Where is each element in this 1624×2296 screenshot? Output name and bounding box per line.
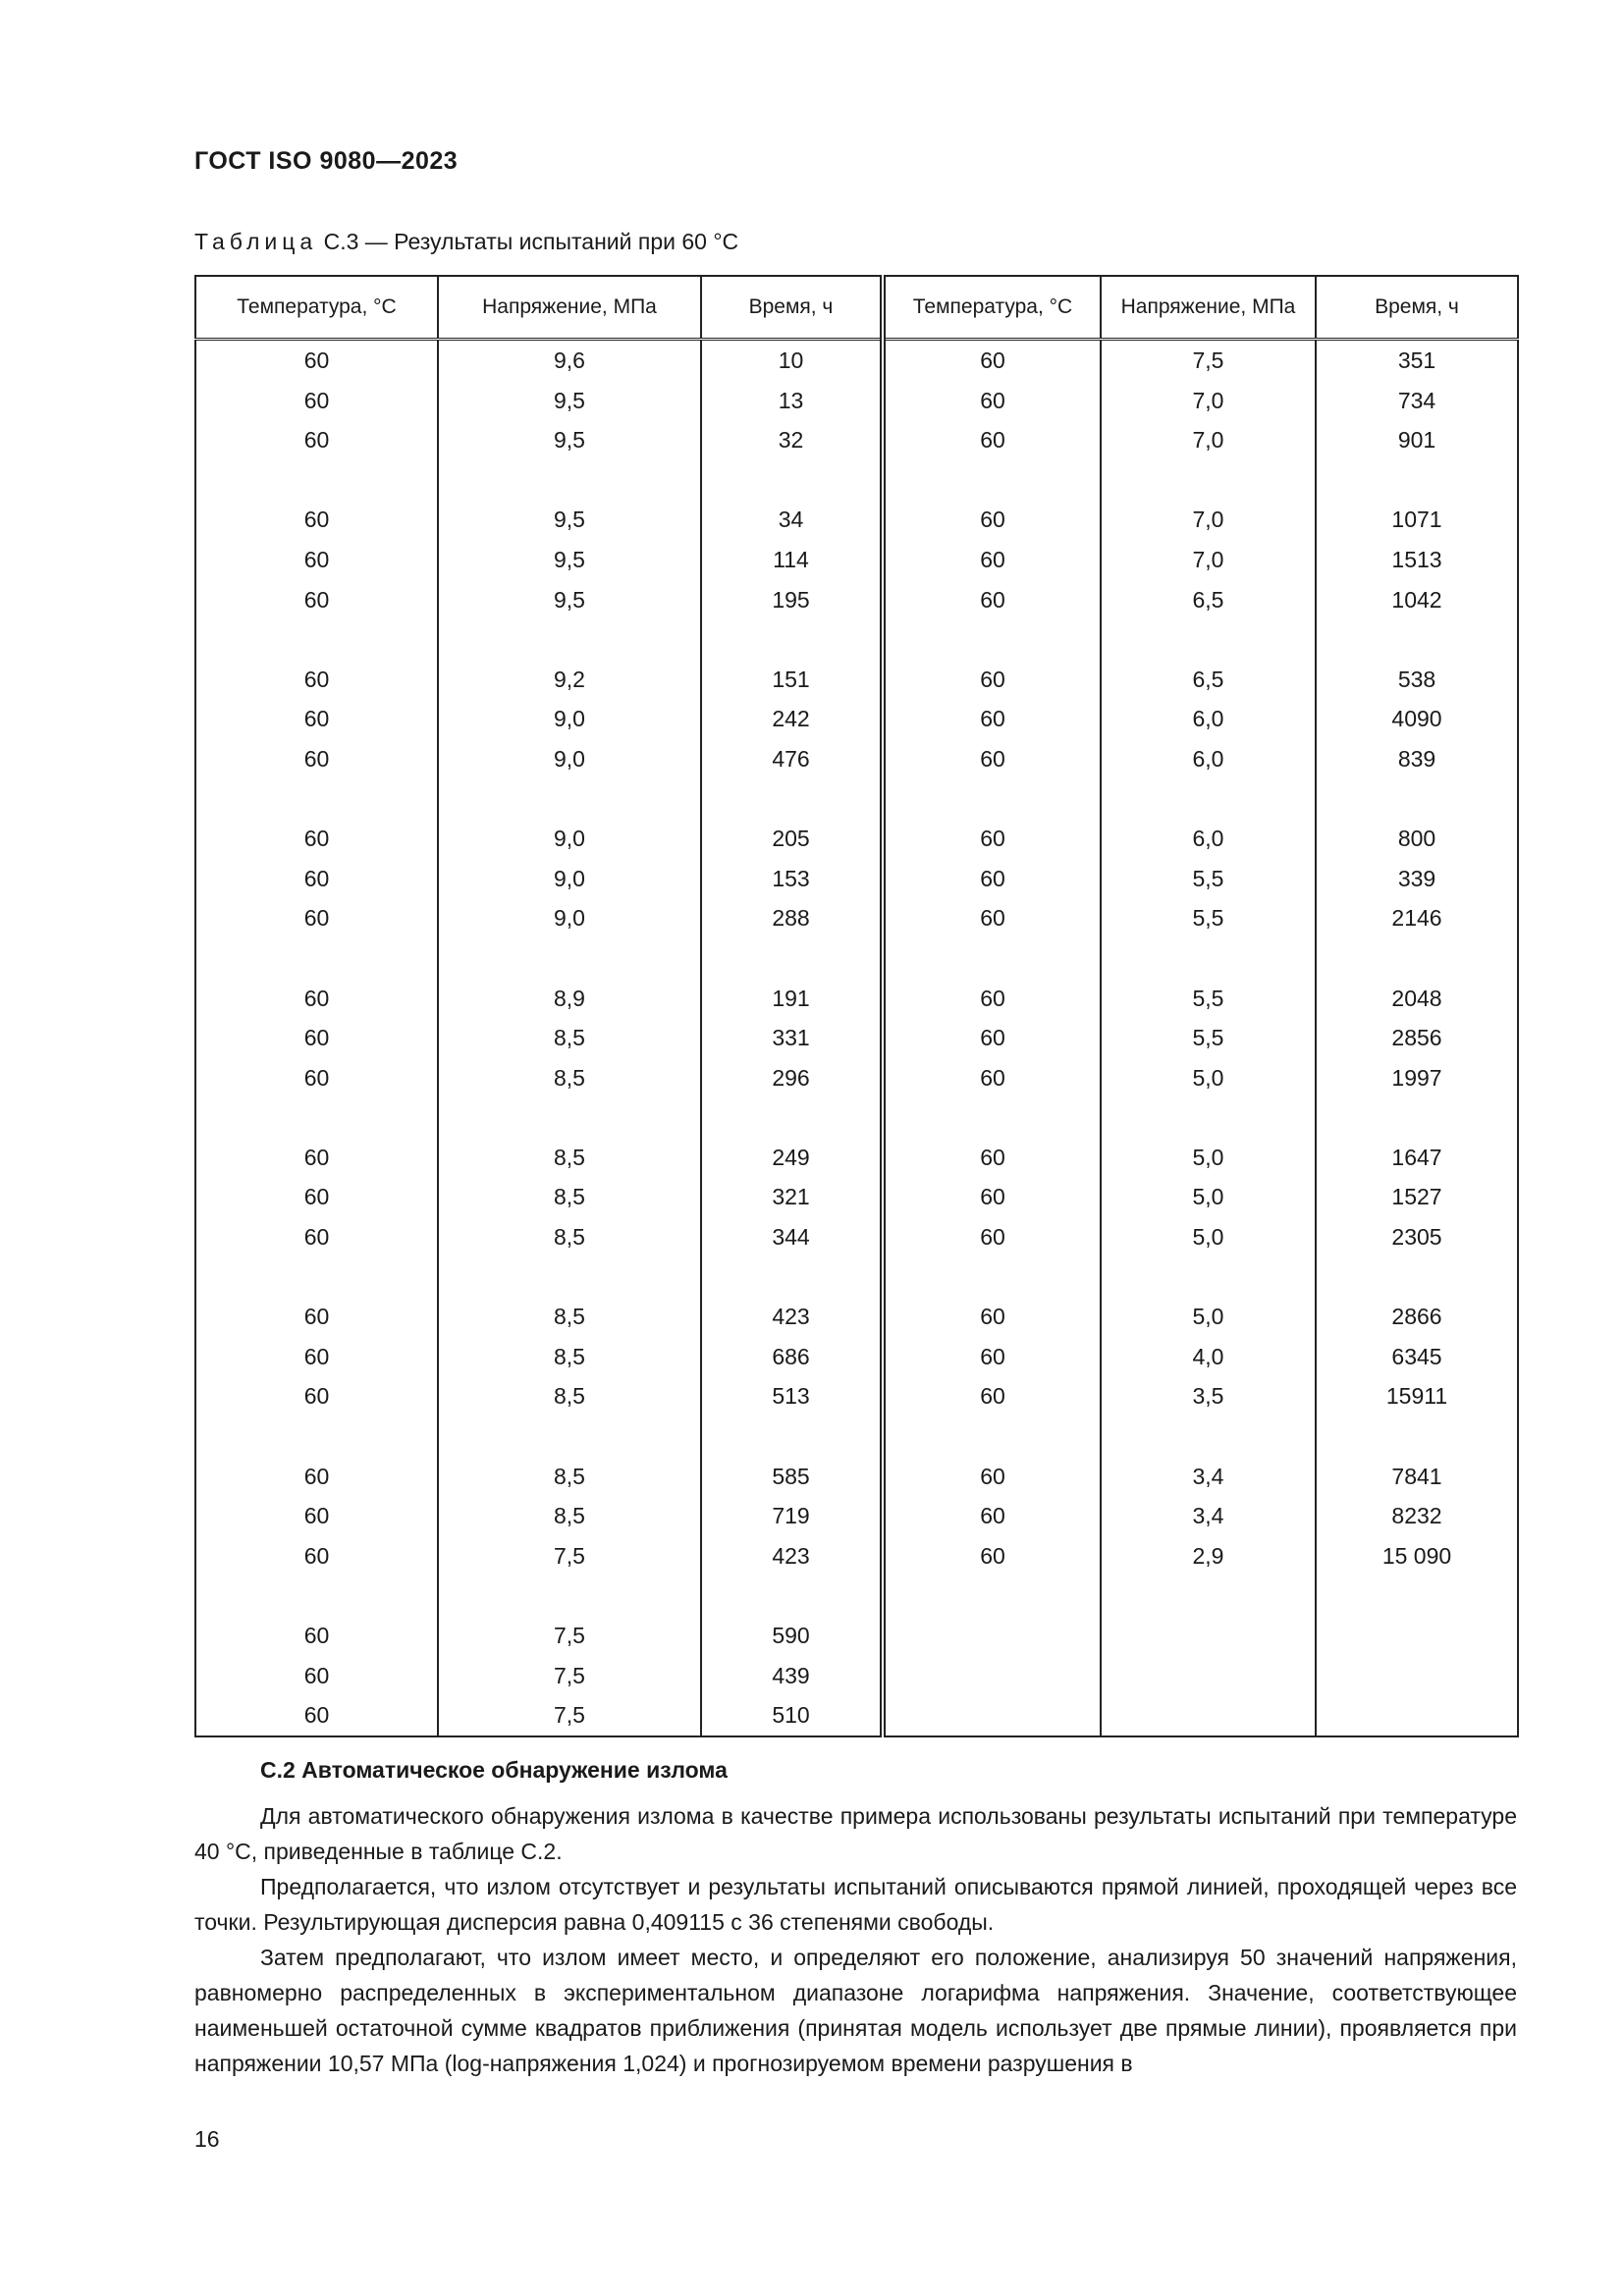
table-cell: 2856 xyxy=(1316,1018,1518,1058)
table-cell: 296 xyxy=(701,1058,883,1098)
table-cell: 4,0 xyxy=(1101,1337,1316,1377)
table-row xyxy=(195,660,1518,700)
table-cell: 5,5 xyxy=(1101,898,1316,938)
paragraph xyxy=(194,1940,1517,2081)
table-cell: 513 xyxy=(701,1376,883,1416)
table-row xyxy=(195,1177,1518,1217)
table-cell xyxy=(1316,619,1518,660)
table-cell: 60 xyxy=(883,381,1101,421)
table-cell: 1071 xyxy=(1316,500,1518,540)
table-cell xyxy=(1101,938,1316,979)
table-cell: 5,5 xyxy=(1101,979,1316,1019)
table-cell: 60 xyxy=(883,1297,1101,1337)
table-cell: 8,5 xyxy=(438,1217,701,1257)
table-cell: 7,0 xyxy=(1101,500,1316,540)
table-cell: 423 xyxy=(701,1536,883,1576)
table-cell: 8,9 xyxy=(438,979,701,1019)
table-cell xyxy=(701,1575,883,1616)
table-cell: 60 xyxy=(883,1376,1101,1416)
table-cell xyxy=(883,1097,1101,1138)
table-header-row xyxy=(195,276,1518,340)
table-cell: 60 xyxy=(883,1058,1101,1098)
paragraph-text: Предполагается, что излом отсутствует и результаты испытаний описываются прямой линией, проходящей через все точки. Результирующая дисперсия равна 0,409115 с 36 степенями свободы. xyxy=(194,1874,1517,1935)
table-cell: 60 xyxy=(883,1457,1101,1497)
table-cell xyxy=(1101,1257,1316,1298)
table-cell: 2866 xyxy=(1316,1297,1518,1337)
table-cell: 60 xyxy=(195,1376,438,1416)
table-cell xyxy=(883,1575,1101,1616)
table-cell: 8,5 xyxy=(438,1018,701,1058)
table-cell xyxy=(701,1257,883,1298)
column-header: Время, ч xyxy=(701,276,883,340)
table-cell xyxy=(1316,1575,1518,1616)
table-cell xyxy=(1101,460,1316,501)
table-cell: 7,5 xyxy=(1101,340,1316,381)
table-cell xyxy=(438,1097,701,1138)
table-cell xyxy=(195,1257,438,1298)
table-cell xyxy=(1101,1416,1316,1457)
table-cell: 60 xyxy=(883,1018,1101,1058)
table-cell: 60 xyxy=(195,420,438,460)
table-row xyxy=(195,1616,1518,1656)
table-cell: 5,0 xyxy=(1101,1297,1316,1337)
table-cell xyxy=(701,619,883,660)
table-cell: 5,0 xyxy=(1101,1058,1316,1098)
table-cell: 8,5 xyxy=(438,1138,701,1178)
table-cell xyxy=(701,1416,883,1457)
table-row xyxy=(195,1376,1518,1416)
table-row xyxy=(195,1138,1518,1178)
column-header: Температура, °C xyxy=(195,276,438,340)
table-cell: 60 xyxy=(195,580,438,620)
table-cell xyxy=(883,938,1101,979)
table-cell: 60 xyxy=(195,1496,438,1536)
table-cell: 60 xyxy=(195,1695,438,1736)
paragraph xyxy=(194,1798,1517,1869)
table-cell: 60 xyxy=(883,699,1101,739)
column-header: Напряжение, МПа xyxy=(438,276,701,340)
table-cell: 60 xyxy=(195,1058,438,1098)
table-row xyxy=(195,381,1518,421)
table-cell: 9,5 xyxy=(438,500,701,540)
table-cell: 9,0 xyxy=(438,739,701,779)
table-cell xyxy=(1316,1616,1518,1656)
table-cell: 331 xyxy=(701,1018,883,1058)
table-cell: 60 xyxy=(883,580,1101,620)
table-cell: 195 xyxy=(701,580,883,620)
table-cell: 60 xyxy=(195,1337,438,1377)
table-cell: 423 xyxy=(701,1297,883,1337)
table-cell: 5,5 xyxy=(1101,859,1316,899)
table-row xyxy=(195,1695,1518,1736)
table-cell: 151 xyxy=(701,660,883,700)
table-cell: 15 090 xyxy=(1316,1536,1518,1576)
table-cell: 344 xyxy=(701,1217,883,1257)
table-cell xyxy=(1101,1097,1316,1138)
table-row xyxy=(195,739,1518,779)
table-cell: 15911 xyxy=(1316,1376,1518,1416)
table-cell xyxy=(1316,1416,1518,1457)
section-title: C.2 Автоматическое обнаружение излома xyxy=(260,1757,728,1783)
table-cell: 339 xyxy=(1316,859,1518,899)
table-cell: 60 xyxy=(195,1616,438,1656)
table-cell xyxy=(1101,619,1316,660)
table-cell: 2305 xyxy=(1316,1217,1518,1257)
table-cell: 60 xyxy=(883,340,1101,381)
table-cell xyxy=(1101,1656,1316,1696)
table-spacer-row xyxy=(195,938,1518,979)
table-cell xyxy=(195,779,438,820)
table-cell xyxy=(438,779,701,820)
table-cell xyxy=(883,460,1101,501)
table-cell: 32 xyxy=(701,420,883,460)
table-cell: 4090 xyxy=(1316,699,1518,739)
table-cell: 114 xyxy=(701,540,883,580)
table-cell: 60 xyxy=(195,1177,438,1217)
table-spacer-row xyxy=(195,1257,1518,1298)
table-cell xyxy=(1101,1575,1316,1616)
table-cell xyxy=(1316,1257,1518,1298)
table-cell xyxy=(883,779,1101,820)
table-cell: 6345 xyxy=(1316,1337,1518,1377)
table-cell: 6,0 xyxy=(1101,819,1316,859)
table-cell xyxy=(195,1575,438,1616)
table-cell: 8,5 xyxy=(438,1457,701,1497)
table-cell: 6,0 xyxy=(1101,699,1316,739)
table-row xyxy=(195,979,1518,1019)
table-cell: 8232 xyxy=(1316,1496,1518,1536)
table-cell: 6,5 xyxy=(1101,660,1316,700)
table-cell xyxy=(1316,1097,1518,1138)
document-header: ГОСТ ISO 9080—2023 xyxy=(194,147,459,175)
table-cell: 5,0 xyxy=(1101,1138,1316,1178)
table-cell: 1513 xyxy=(1316,540,1518,580)
table-cell: 1647 xyxy=(1316,1138,1518,1178)
table-cell: 60 xyxy=(883,660,1101,700)
table-row xyxy=(195,340,1518,381)
table-cell: 1527 xyxy=(1316,1177,1518,1217)
table-cell xyxy=(701,460,883,501)
table-cell: 7,0 xyxy=(1101,540,1316,580)
table-cell: 60 xyxy=(883,1496,1101,1536)
table-cell: 60 xyxy=(195,739,438,779)
table-row xyxy=(195,540,1518,580)
table-cell: 7,0 xyxy=(1101,420,1316,460)
column-header: Температура, °C xyxy=(883,276,1101,340)
table-cell: 9,0 xyxy=(438,819,701,859)
table-row xyxy=(195,1018,1518,1058)
table-cell: 13 xyxy=(701,381,883,421)
table-cell: 60 xyxy=(195,1656,438,1696)
table-cell xyxy=(195,1097,438,1138)
table-cell xyxy=(701,779,883,820)
table-cell xyxy=(438,1575,701,1616)
table-cell xyxy=(1316,1656,1518,1696)
paragraph xyxy=(194,1869,1517,1940)
table-row xyxy=(195,580,1518,620)
table-cell xyxy=(1101,779,1316,820)
table-cell xyxy=(438,1257,701,1298)
table-cell: 60 xyxy=(195,898,438,938)
table-cell: 60 xyxy=(195,1138,438,1178)
table-cell: 2,9 xyxy=(1101,1536,1316,1576)
table-cell xyxy=(701,1097,883,1138)
table-cell: 585 xyxy=(701,1457,883,1497)
table-row xyxy=(195,859,1518,899)
table-cell xyxy=(438,460,701,501)
table-cell: 5,0 xyxy=(1101,1217,1316,1257)
table-cell: 686 xyxy=(701,1337,883,1377)
table-cell xyxy=(438,619,701,660)
table-cell: 800 xyxy=(1316,819,1518,859)
table-cell xyxy=(701,938,883,979)
table-spacer-row xyxy=(195,1416,1518,1457)
table-row xyxy=(195,1337,1518,1377)
table-cell: 9,0 xyxy=(438,699,701,739)
table-cell: 60 xyxy=(195,1457,438,1497)
table-cell: 60 xyxy=(883,540,1101,580)
table-cell: 5,0 xyxy=(1101,1177,1316,1217)
table-cell xyxy=(438,938,701,979)
table-row xyxy=(195,1217,1518,1257)
table-cell: 510 xyxy=(701,1695,883,1736)
table-body xyxy=(195,340,1518,1736)
table-cell: 9,5 xyxy=(438,540,701,580)
table-cell: 1997 xyxy=(1316,1058,1518,1098)
table-cell: 191 xyxy=(701,979,883,1019)
page-number: 16 xyxy=(194,2126,220,2152)
table-cell: 7,5 xyxy=(438,1616,701,1656)
table-caption-prefix: Таблица xyxy=(194,229,318,254)
table-cell: 60 xyxy=(883,420,1101,460)
table-cell: 60 xyxy=(195,540,438,580)
table-row xyxy=(195,1496,1518,1536)
table-row xyxy=(195,1457,1518,1497)
paragraph-text: Затем предполагают, что излом имеет место, и определяют его положение, анализируя 50 значений напряжения, равномерно распределенных в экспериментальном диапазоне логарифма напряжения. Значение, соответствующее наименьшей остаточной сумме квадратов приближения (принятая модель использует две прямые линии), проявляется при напряжении 10,57 МПа (log-напряжения 1,024) и прогнозируемом времени разрушения в xyxy=(194,1945,1517,2076)
table-cell: 60 xyxy=(195,381,438,421)
table-cell: 8,5 xyxy=(438,1297,701,1337)
table-cell xyxy=(883,619,1101,660)
table-cell xyxy=(883,1695,1101,1736)
table-cell: 60 xyxy=(883,500,1101,540)
table-cell: 901 xyxy=(1316,420,1518,460)
table-cell: 2048 xyxy=(1316,979,1518,1019)
table-cell: 8,5 xyxy=(438,1376,701,1416)
table-row xyxy=(195,1058,1518,1098)
table-cell xyxy=(1101,1695,1316,1736)
table-cell: 60 xyxy=(195,1018,438,1058)
table-cell: 8,5 xyxy=(438,1496,701,1536)
table-cell: 60 xyxy=(883,739,1101,779)
table-row xyxy=(195,500,1518,540)
table-cell: 9,5 xyxy=(438,420,701,460)
table-cell: 60 xyxy=(883,859,1101,899)
table-cell: 590 xyxy=(701,1616,883,1656)
table-cell xyxy=(195,938,438,979)
table-cell: 9,0 xyxy=(438,898,701,938)
table-cell: 60 xyxy=(883,1536,1101,1576)
table-cell: 5,5 xyxy=(1101,1018,1316,1058)
column-header: Время, ч xyxy=(1316,276,1518,340)
table-cell: 60 xyxy=(883,898,1101,938)
table-cell: 10 xyxy=(701,340,883,381)
results-table xyxy=(194,275,1519,1737)
table-cell: 60 xyxy=(883,1138,1101,1178)
table-cell: 719 xyxy=(701,1496,883,1536)
table-cell: 60 xyxy=(195,340,438,381)
table-cell: 9,6 xyxy=(438,340,701,381)
table-cell: 7,5 xyxy=(438,1656,701,1696)
table-row xyxy=(195,1297,1518,1337)
table-cell: 34 xyxy=(701,500,883,540)
table-cell: 60 xyxy=(195,819,438,859)
table-cell: 6,5 xyxy=(1101,580,1316,620)
table-caption-text: C.3 — Результаты испытаний при 60 °C xyxy=(323,229,739,254)
table-cell: 321 xyxy=(701,1177,883,1217)
table-cell: 60 xyxy=(883,819,1101,859)
table-cell: 60 xyxy=(195,979,438,1019)
table-cell xyxy=(1316,938,1518,979)
table-cell xyxy=(195,1416,438,1457)
table-cell: 242 xyxy=(701,699,883,739)
table-cell xyxy=(195,460,438,501)
table-cell: 9,2 xyxy=(438,660,701,700)
table-cell xyxy=(883,1616,1101,1656)
table-cell: 351 xyxy=(1316,340,1518,381)
table-cell: 3,4 xyxy=(1101,1496,1316,1536)
table-row xyxy=(195,1656,1518,1696)
table-cell: 7,5 xyxy=(438,1695,701,1736)
table-cell xyxy=(883,1656,1101,1696)
table-cell: 8,5 xyxy=(438,1177,701,1217)
table-cell: 60 xyxy=(195,500,438,540)
table-cell: 3,5 xyxy=(1101,1376,1316,1416)
table-cell xyxy=(438,1416,701,1457)
table-cell: 60 xyxy=(883,1337,1101,1377)
table-cell: 60 xyxy=(195,1536,438,1576)
table-spacer-row xyxy=(195,460,1518,501)
table-cell: 7841 xyxy=(1316,1457,1518,1497)
table-spacer-row xyxy=(195,779,1518,820)
table-cell: 60 xyxy=(883,1217,1101,1257)
column-header: Напряжение, МПа xyxy=(1101,276,1316,340)
table-spacer-row xyxy=(195,619,1518,660)
table-row xyxy=(195,1536,1518,1576)
table-row xyxy=(195,898,1518,938)
table-cell xyxy=(883,1416,1101,1457)
table-cell xyxy=(1101,1616,1316,1656)
table-cell: 9,5 xyxy=(438,580,701,620)
table-cell: 439 xyxy=(701,1656,883,1696)
table-cell: 734 xyxy=(1316,381,1518,421)
table-cell: 7,0 xyxy=(1101,381,1316,421)
table-row xyxy=(195,420,1518,460)
table-cell: 476 xyxy=(701,739,883,779)
table-cell: 288 xyxy=(701,898,883,938)
table-cell xyxy=(1316,460,1518,501)
table-cell: 205 xyxy=(701,819,883,859)
table-row xyxy=(195,819,1518,859)
table-row xyxy=(195,699,1518,739)
table-cell: 60 xyxy=(883,979,1101,1019)
table-cell: 538 xyxy=(1316,660,1518,700)
table-cell: 249 xyxy=(701,1138,883,1178)
table-cell: 60 xyxy=(883,1177,1101,1217)
table-cell: 1042 xyxy=(1316,580,1518,620)
table-cell xyxy=(1316,779,1518,820)
table-cell: 8,5 xyxy=(438,1058,701,1098)
table-cell: 6,0 xyxy=(1101,739,1316,779)
table-caption xyxy=(194,229,738,255)
table-cell xyxy=(1316,1695,1518,1736)
table-cell: 60 xyxy=(195,1297,438,1337)
table-cell: 60 xyxy=(195,660,438,700)
table-cell: 3,4 xyxy=(1101,1457,1316,1497)
table-cell: 7,5 xyxy=(438,1536,701,1576)
table-cell: 153 xyxy=(701,859,883,899)
table-cell xyxy=(195,619,438,660)
table-cell: 60 xyxy=(195,859,438,899)
table-cell: 60 xyxy=(195,699,438,739)
table-cell: 839 xyxy=(1316,739,1518,779)
table-cell: 8,5 xyxy=(438,1337,701,1377)
table-cell: 9,0 xyxy=(438,859,701,899)
table-spacer-row xyxy=(195,1097,1518,1138)
paragraph-text: Для автоматического обнаружения излома в качестве примера использованы результаты испытаний при температуре 40 °C, приведенные в таблице C.2. xyxy=(194,1803,1517,1864)
table-cell xyxy=(883,1257,1101,1298)
table-cell: 60 xyxy=(195,1217,438,1257)
table-cell: 9,5 xyxy=(438,381,701,421)
table-cell: 2146 xyxy=(1316,898,1518,938)
table-spacer-row xyxy=(195,1575,1518,1616)
